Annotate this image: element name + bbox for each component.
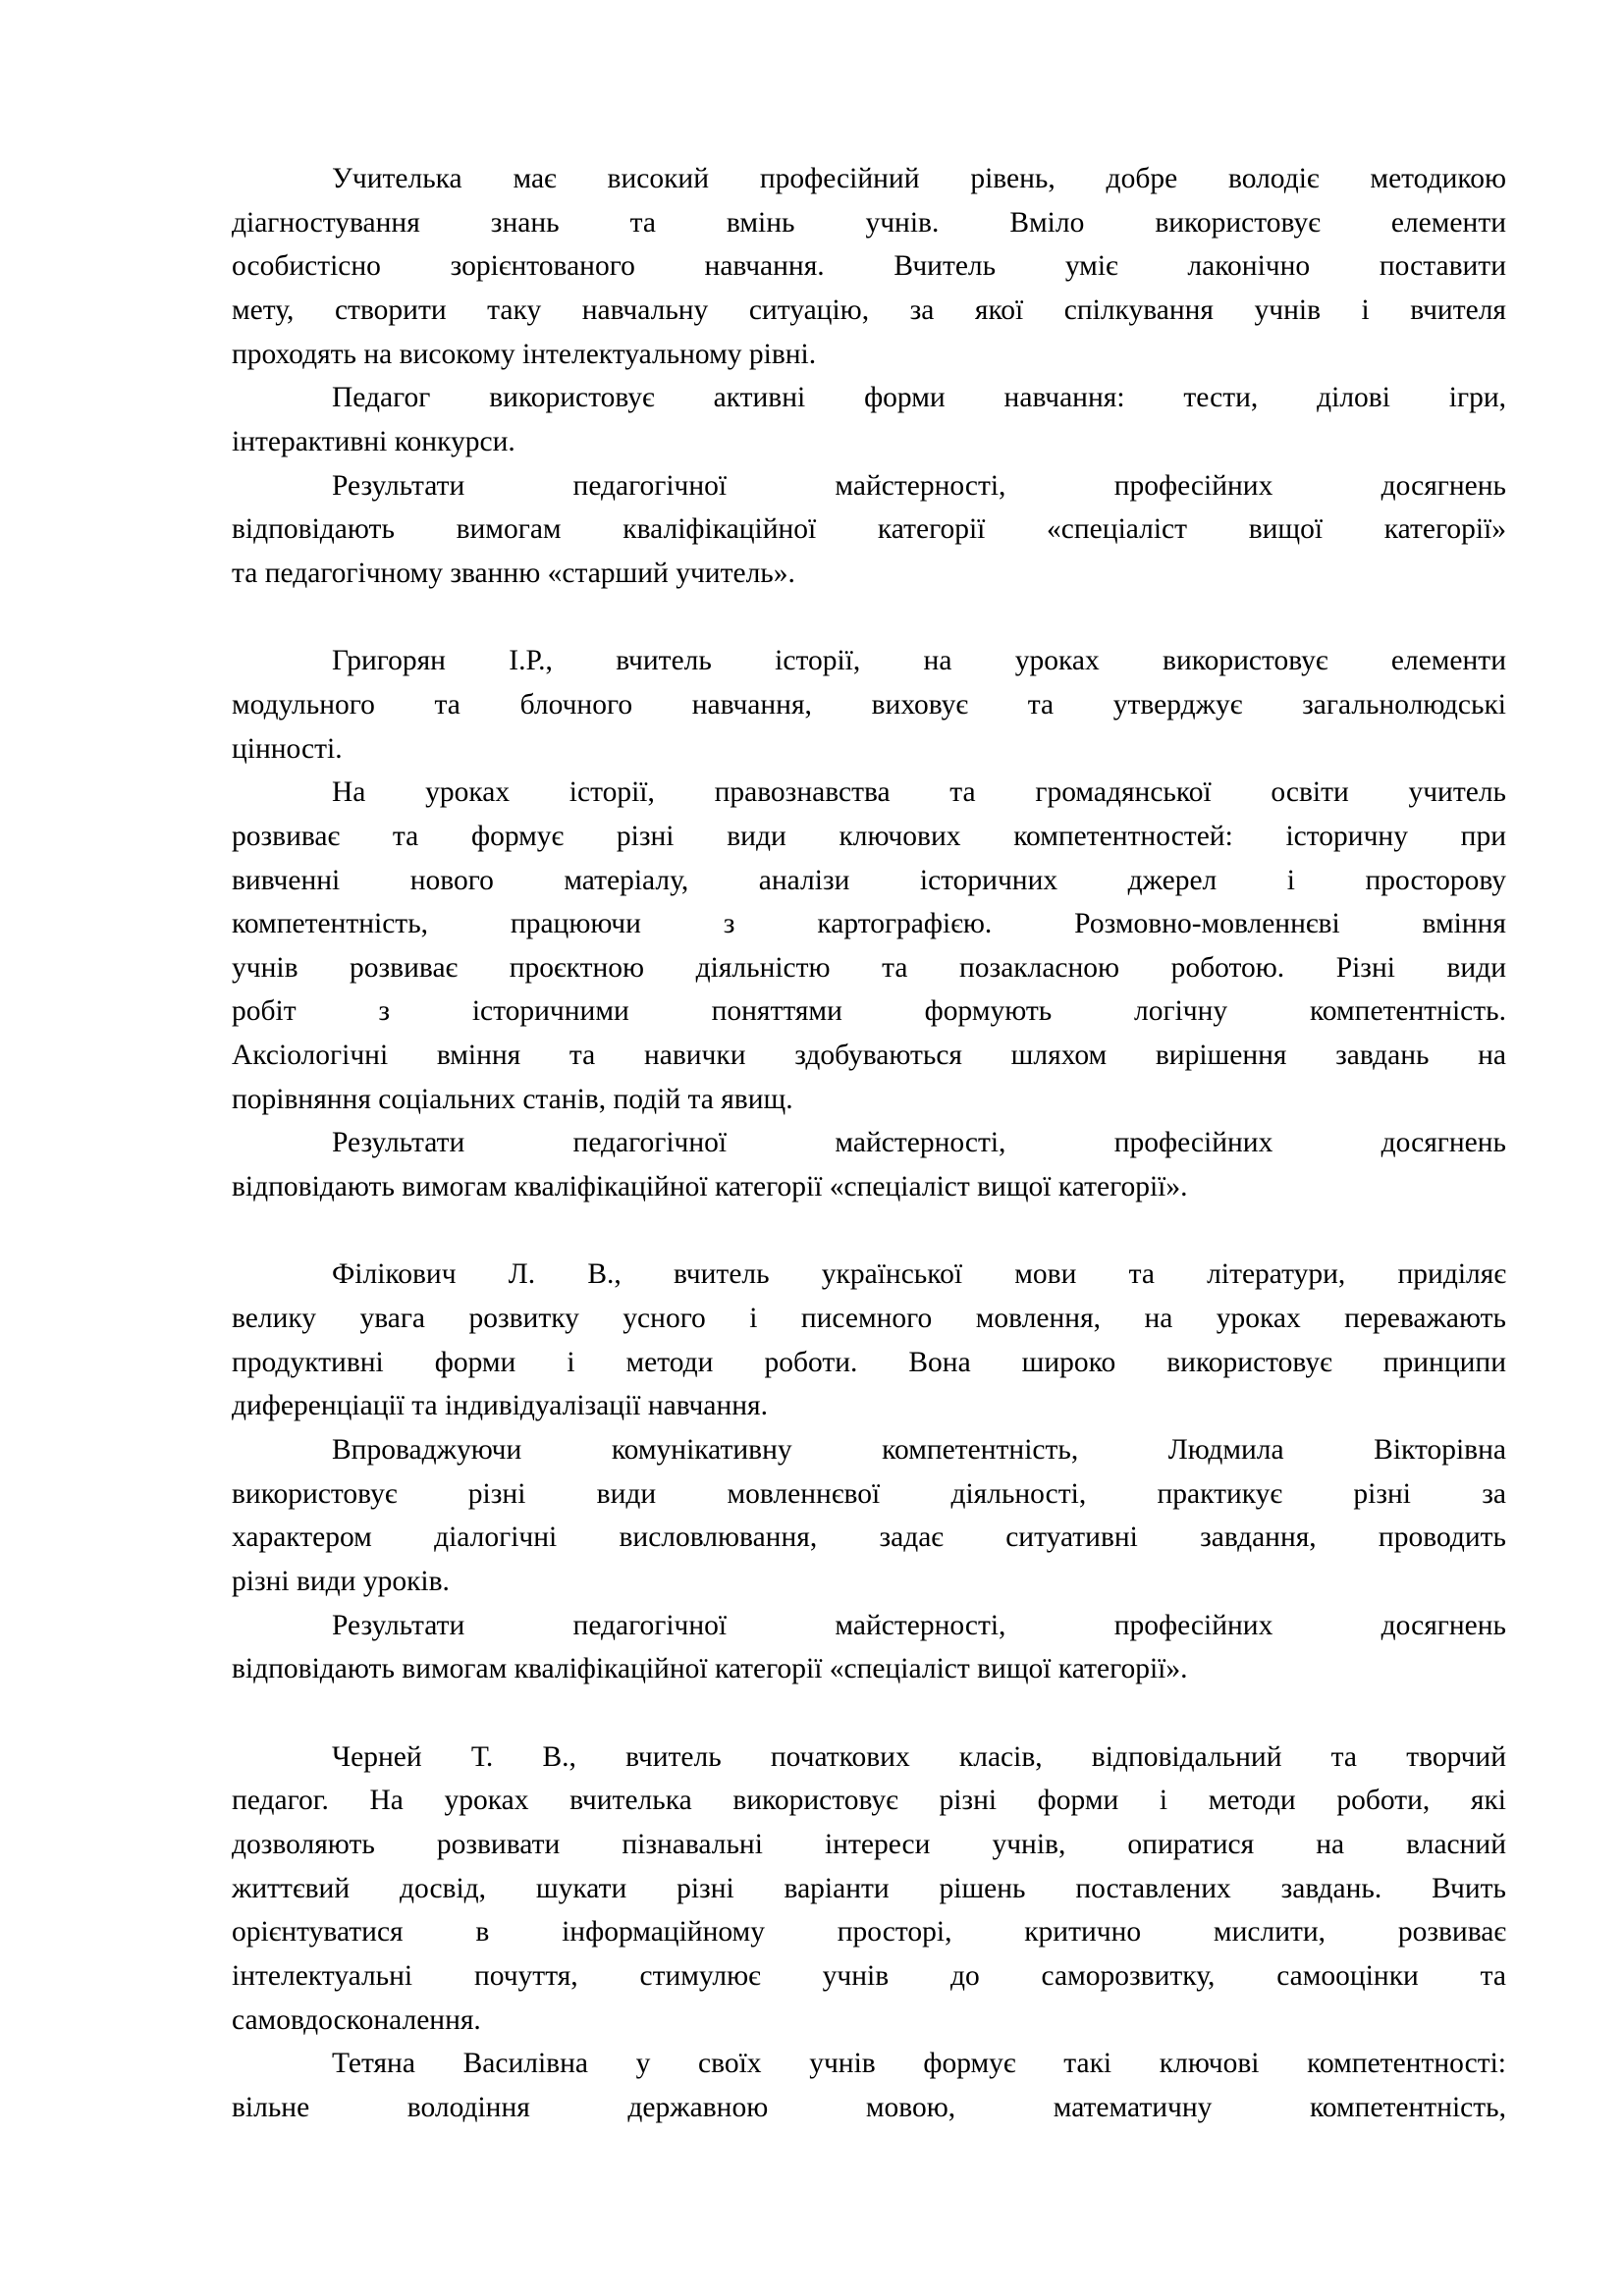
paragraph-spacer: [232, 596, 1506, 640]
paragraph-p3: [232, 464, 1506, 596]
text-line: Аксіологічні вміння та навички здобуваються шляхом вирішення завдань на: [232, 1040, 1506, 1072]
paragraph-p2: [232, 376, 1506, 463]
paragraph-p9: [232, 1604, 1506, 1691]
text-line: Григорян І.Р., вчитель історії, на уроках використовує елементи: [332, 645, 1506, 677]
text-line: модульного та блочного навчання, виховує та утверджує загальнолюдські: [232, 688, 1506, 721]
text-line: інтелектуальні почуття, стимулює учнів до саморозвитку, самооцінки та: [232, 1959, 1506, 1992]
text-line: велику увага розвитку усного і писемного мовлення, на уроках переважають: [232, 1303, 1506, 1335]
text-line: життєвий досвід, шукати різні варіанти рішень поставлених завдань. Вчить: [232, 1872, 1506, 1904]
paragraph-p11: [232, 2042, 1506, 2129]
text-line: Учителька має високий професійний рівень, добре володіє методикою: [332, 163, 1506, 194]
paragraph-spacer: [232, 1691, 1506, 1735]
text-line: відповідають вимогам кваліфікаційної категорії «спеціаліст вищої категорії».: [232, 1171, 1188, 1203]
text-line: Результати педагогічної майстерності, професійних досягнень: [332, 469, 1506, 502]
text-line: Філікович Л. В., вчитель української мови та літератури, приділяє: [332, 1258, 1506, 1291]
text-line: вільне володіння державною мовою, математичну компетентність,: [232, 2091, 1506, 2123]
text-line: мету, створити таку навчальну ситуацію, за якої спілкування учнів і вчителя: [232, 294, 1506, 326]
text-line: Результати педагогічної майстерності, професійних досягнень: [332, 1609, 1506, 1641]
paragraph-p4: [232, 639, 1506, 771]
paragraph-p5: [232, 771, 1506, 1121]
text-line: використовує різні види мовленнєвої діяльності, практикує різні за: [232, 1477, 1506, 1510]
paragraph-p7: [232, 1253, 1506, 1428]
text-line: характером діалогічні висловлювання, задає ситуативні завдання, проводить: [232, 1522, 1506, 1554]
paragraph-p8: [232, 1428, 1506, 1604]
text-line: дозволяють розвивати пізнавальні інтереси учнів, опиратися на власний: [232, 1828, 1506, 1860]
text-line: та педагогічному званню «старший учитель».: [232, 557, 795, 589]
text-line: продуктивні форми і методи роботи. Вона широко використовує принципи: [232, 1346, 1506, 1378]
text-line: Тетяна Василівна у своїх учнів формує такі ключові компетентності:: [332, 2048, 1506, 2080]
text-line: Черней Т. В., вчитель початкових класів, відповідальний та творчий: [332, 1740, 1506, 1773]
text-line: педагог. На уроках вчителька використовує різні форми і методи роботи, які: [232, 1785, 1506, 1817]
text-line: діагностування знань та вмінь учнів. Вміло використовує елементи: [232, 206, 1506, 239]
paragraph-p6: [232, 1121, 1506, 1208]
text-line: диференціації та індивідуалізації навчання.: [232, 1390, 768, 1422]
text-line: самовдосконалення.: [232, 2003, 481, 2036]
text-line: цінності.: [232, 732, 343, 765]
document-body: [232, 157, 1506, 2130]
text-line: вивченні нового матеріалу, аналізи історичних джерел і просторову: [232, 864, 1506, 896]
text-line: На уроках історії, правознавства та громадянської освіти учитель: [332, 776, 1506, 809]
text-line: інтерактивні конкурси.: [232, 425, 515, 457]
text-line: відповідають вимогам кваліфікаційної категорії «спеціаліст вищої категорії».: [232, 1653, 1188, 1685]
text-line: учнів розвиває проєктною діяльністю та позакласною роботою. Різні види: [232, 951, 1506, 984]
text-line: особистісно зорієнтованого навчання. Вчитель уміє лаконічно поставити: [232, 250, 1506, 283]
text-line: проходять на високому інтелектуальному рівні.: [232, 338, 817, 370]
text-line: робіт з історичними поняттями формують логічну компетентність.: [232, 995, 1506, 1028]
text-line: орієнтуватися в інформаційному просторі, критично мислити, розвиває: [232, 1916, 1506, 1949]
paragraph-p1: [232, 157, 1506, 376]
paragraph-spacer: [232, 1209, 1506, 1254]
text-line: порівняння соціальних станів, подій та явищ.: [232, 1083, 793, 1115]
text-line: Педагог використовує активні форми навчання: тести, ділові ігри,: [332, 382, 1506, 414]
text-line: різні види уроків.: [232, 1566, 450, 1597]
text-line: компетентність, працюючи з картографією. Розмовно-мовленнєві вміння: [232, 908, 1506, 940]
paragraph-p10: [232, 1735, 1506, 2043]
text-line: Впроваджуючи комунікативну компетентність, Людмила Вікторівна: [332, 1434, 1506, 1467]
text-line: відповідають вимогам кваліфікаційної категорії «спеціаліст вищої категорії»: [232, 513, 1506, 546]
text-line: розвиває та формує різні види ключових компетентностей: історичну при: [232, 820, 1506, 852]
text-line: Результати педагогічної майстерності, професійних досягнень: [332, 1127, 1506, 1159]
